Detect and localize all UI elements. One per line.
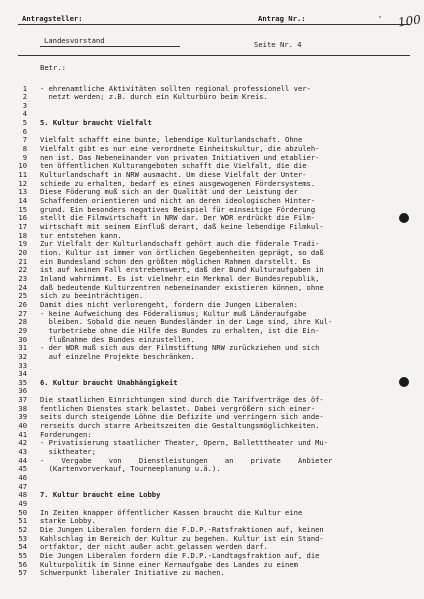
line-text: fentlichen Dienstes stark belastet. Dabei vergrößern sich einer- — [40, 403, 316, 413]
line-text: Kulturlandschaft in NRW ausmacht. Um diese Vielfalt der Unter- — [40, 170, 307, 180]
antrag-nr-label: Antrag Nr.: — [258, 14, 306, 23]
text-line — [0, 491, 424, 500]
line-number: 12 — [18, 178, 27, 188]
text-line — [0, 569, 424, 578]
text-line — [0, 465, 424, 474]
line-number: 17 — [18, 222, 27, 231]
punch-hole-bottom — [399, 377, 409, 387]
line-number: 52 — [18, 524, 27, 534]
line-text: Schwerpunkt liberaler Initiative zu machen. — [40, 568, 225, 578]
punch-hole-top — [399, 213, 409, 223]
line-text: In Zeiten knapper öffentlicher Kassen braucht die Kultur eine — [40, 507, 303, 517]
line-text: starke Lobby. — [40, 516, 96, 526]
line-number: 25 — [18, 291, 27, 301]
line-number: 29 — [18, 325, 27, 335]
line-text: auf einzelne Projekte beschränken. — [40, 351, 195, 361]
header-rule-bottom — [18, 55, 410, 56]
line-number: 22 — [18, 265, 27, 275]
line-number: 10 — [18, 161, 27, 171]
text-line — [0, 119, 424, 128]
line-text: netzt werden; z.B. durch ein Kulturbüro beim Kreis. — [40, 92, 268, 102]
line-number: 27 — [18, 308, 27, 318]
line-number: 41 — [18, 429, 27, 439]
line-text: (Kartenvorverkauf, Tourneeplanung u.ä.). — [40, 464, 221, 474]
line-number: 43 — [18, 447, 27, 457]
line-text: - Privatisierung staatlicher Theater, Opern, Balletttheater und Mu- — [40, 438, 329, 448]
line-number: 4 — [22, 109, 27, 119]
line-number: 30 — [18, 334, 27, 344]
line-text: ist auf keinen Fall erstrebenswert, daß der Bund Kulturaufgaben in — [40, 265, 324, 275]
line-number: 47 — [18, 481, 27, 491]
line-number: 36 — [18, 386, 27, 396]
text-line — [0, 102, 424, 111]
line-number: 38 — [18, 403, 27, 413]
line-text: - keine Aufweichung des Föderalismus; Kultur muß Länderaufgabe — [40, 308, 307, 318]
line-text: nen ist. Das Nebeneinander von privaten Initiativen und etablier- — [40, 152, 320, 162]
line-number: 9 — [22, 152, 27, 162]
line-text: siktheater; — [40, 447, 96, 457]
line-number: 2 — [22, 92, 27, 102]
handwritten-antrag-number: 100 — [397, 12, 422, 30]
line-text: - Vergabe von Dienstleistungen an private Anbieter — [40, 455, 333, 465]
line-text: Vielfalt gibt es nur eine verordnete Einheitskultur, die abzuleh- — [40, 144, 320, 154]
line-text: Kahlschlag im Bereich der Kultur zu begehen. Kultur ist ein Stand- — [40, 533, 324, 543]
line-text: ein Bundesland schon den größten möglichen Rahmen darstellt. Es — [40, 256, 311, 266]
line-text: Die Jungen Liberalen fordern die F.D.P.-Ratsfraktionen auf, keinen — [40, 524, 324, 534]
line-number: 57 — [18, 568, 27, 578]
line-number: 56 — [18, 559, 27, 569]
line-text: Inland wahrnimmt. Es ist vielmehr ein Merkmal der Bundesrepublik, — [40, 273, 320, 283]
line-number: 6 — [22, 126, 27, 136]
line-text: Zur Vielfalt der Kulturlandschaft gehört auch die föderale Tradi- — [40, 239, 320, 249]
line-text: Forderungen: — [40, 429, 92, 439]
antragsteller-value: Landesvorstand — [44, 36, 105, 45]
line-text: Damit dies nicht verlorengeht, fordern die Jungen Liberalen: — [40, 299, 298, 309]
line-text: rerseits durch starre Arbeitszeiten die Gestaltungsmöglichkeiten. — [40, 421, 320, 431]
line-number: 19 — [18, 239, 27, 249]
section-heading: 5. Kultur braucht Vielfalt — [40, 118, 152, 128]
line-text: grund. Ein besonders negatives Beispiel für einseitige Förderung — [40, 204, 316, 214]
line-number: 34 — [18, 369, 27, 379]
line-number: 23 — [18, 273, 27, 283]
line-number: 21 — [18, 256, 27, 266]
line-number: 53 — [18, 533, 27, 543]
line-text: tion. Kultur ist immer von örtlichen Gegebenheiten geprägt, so daß — [40, 247, 324, 257]
line-number: 48 — [18, 490, 27, 500]
line-number: 1 — [22, 83, 27, 93]
line-text: flußnahme des Bundes einzustellen. — [40, 334, 195, 344]
line-text: turbetriebe ohne die Hilfe des Bundes zu erhalten, ist die Ein- — [40, 325, 320, 335]
line-number: 16 — [18, 213, 27, 223]
line-number: 37 — [18, 395, 27, 405]
line-number: 40 — [18, 421, 27, 431]
line-text: stellt die Filmwirtschaft in NRW dar. Der WDR erdrückt die Film- — [40, 213, 316, 223]
line-text: wirtschaft mit seinem Einfluß derart, daß keine lebendige Filmkul- — [40, 222, 324, 231]
header-rule-top — [18, 24, 410, 25]
section-heading: 6. Kultur braucht Unabhängigkeit — [40, 377, 178, 387]
line-number: 51 — [18, 516, 27, 526]
line-text: Diese Föderung muß sich an der Qualität und der Leistung der — [40, 187, 298, 197]
corner-mark-icon: , — [378, 11, 383, 19]
line-number: 28 — [18, 317, 27, 327]
line-number: 7 — [22, 135, 27, 145]
line-number: 32 — [18, 351, 27, 361]
text-line — [0, 474, 424, 483]
line-number: 50 — [18, 507, 27, 517]
line-text: - ehrenamtliche Aktivitäten sollten regional professionell ver- — [40, 83, 311, 93]
line-number: 31 — [18, 343, 27, 353]
numbered-text-body — [0, 85, 424, 578]
line-text: sich zu beeinträchtigen. — [40, 291, 144, 301]
line-text: ten öffentlichen Kulturangeboten schafft die Vielfalt, die die — [40, 161, 307, 171]
line-number: 44 — [18, 455, 27, 465]
line-number: 18 — [18, 230, 27, 240]
line-number: 20 — [18, 247, 27, 257]
line-number: 26 — [18, 299, 27, 309]
line-text: Die Jungen Liberalen fordern die F.D.P.-Landtagsfraktion auf, die — [40, 550, 320, 560]
antragsteller-underline — [40, 46, 180, 47]
line-number: 11 — [18, 170, 27, 180]
line-number: 49 — [18, 499, 27, 508]
section-heading: 7. Kultur braucht eine Lobby — [40, 490, 161, 500]
text-line — [0, 379, 424, 388]
line-number: 45 — [18, 464, 27, 474]
seite-nr: Seite Nr. 4 — [254, 40, 302, 49]
line-text: Die staatlichen Einrichtungen sind durch die Tarifverträge des öf- — [40, 395, 324, 405]
line-number: 33 — [18, 360, 27, 370]
text-line — [0, 93, 424, 102]
line-number: 42 — [18, 438, 27, 448]
line-number: 13 — [18, 187, 27, 197]
line-number: 54 — [18, 542, 27, 552]
line-number: 46 — [18, 473, 27, 483]
betr-label: Betr.: — [40, 63, 66, 72]
line-number: 39 — [18, 412, 27, 422]
line-number: 15 — [18, 204, 27, 214]
line-text: schiede zu erhalten, bedarf es eines ausgewogenen Fördersystems. — [40, 178, 316, 188]
line-number: 24 — [18, 282, 27, 292]
line-number: 8 — [22, 144, 27, 154]
line-number: 5 — [22, 118, 27, 128]
line-number: 55 — [18, 550, 27, 560]
line-text: tur entstehen kann. — [40, 230, 122, 240]
antragsteller-label: Antragsteller: — [22, 14, 83, 23]
text-line — [0, 353, 424, 362]
line-text: - der WDR muß sich aus der Filmstiftung NRW zurückziehen und sich — [40, 343, 320, 353]
line-text: seits durch steigende Löhne die Defizite und verringern sich ande- — [40, 412, 324, 422]
line-text: ortfaktor, der nicht außer acht gelassen werden darf. — [40, 542, 268, 552]
line-number: 35 — [18, 377, 27, 387]
line-text: Kulturpolitik im Sinne einer Kernaufgabe des Landes zu einem — [40, 559, 298, 569]
line-text: Schaffenden orientieren und nicht an deren ideologischen Hinter- — [40, 196, 316, 206]
line-text: daß bedeutende Kulturzentren nebeneinander existieren können, ohne — [40, 282, 324, 292]
text-line — [0, 362, 424, 371]
line-text: bleiben. Sobald die neuen Bundesländer in der Lage sind, ihre Kul- — [40, 317, 333, 327]
line-number: 14 — [18, 196, 27, 206]
line-text: Vielfalt schafft eine bunte, lebendige Kulturlandschaft. Ohne — [40, 135, 303, 145]
line-number: 3 — [22, 100, 27, 110]
